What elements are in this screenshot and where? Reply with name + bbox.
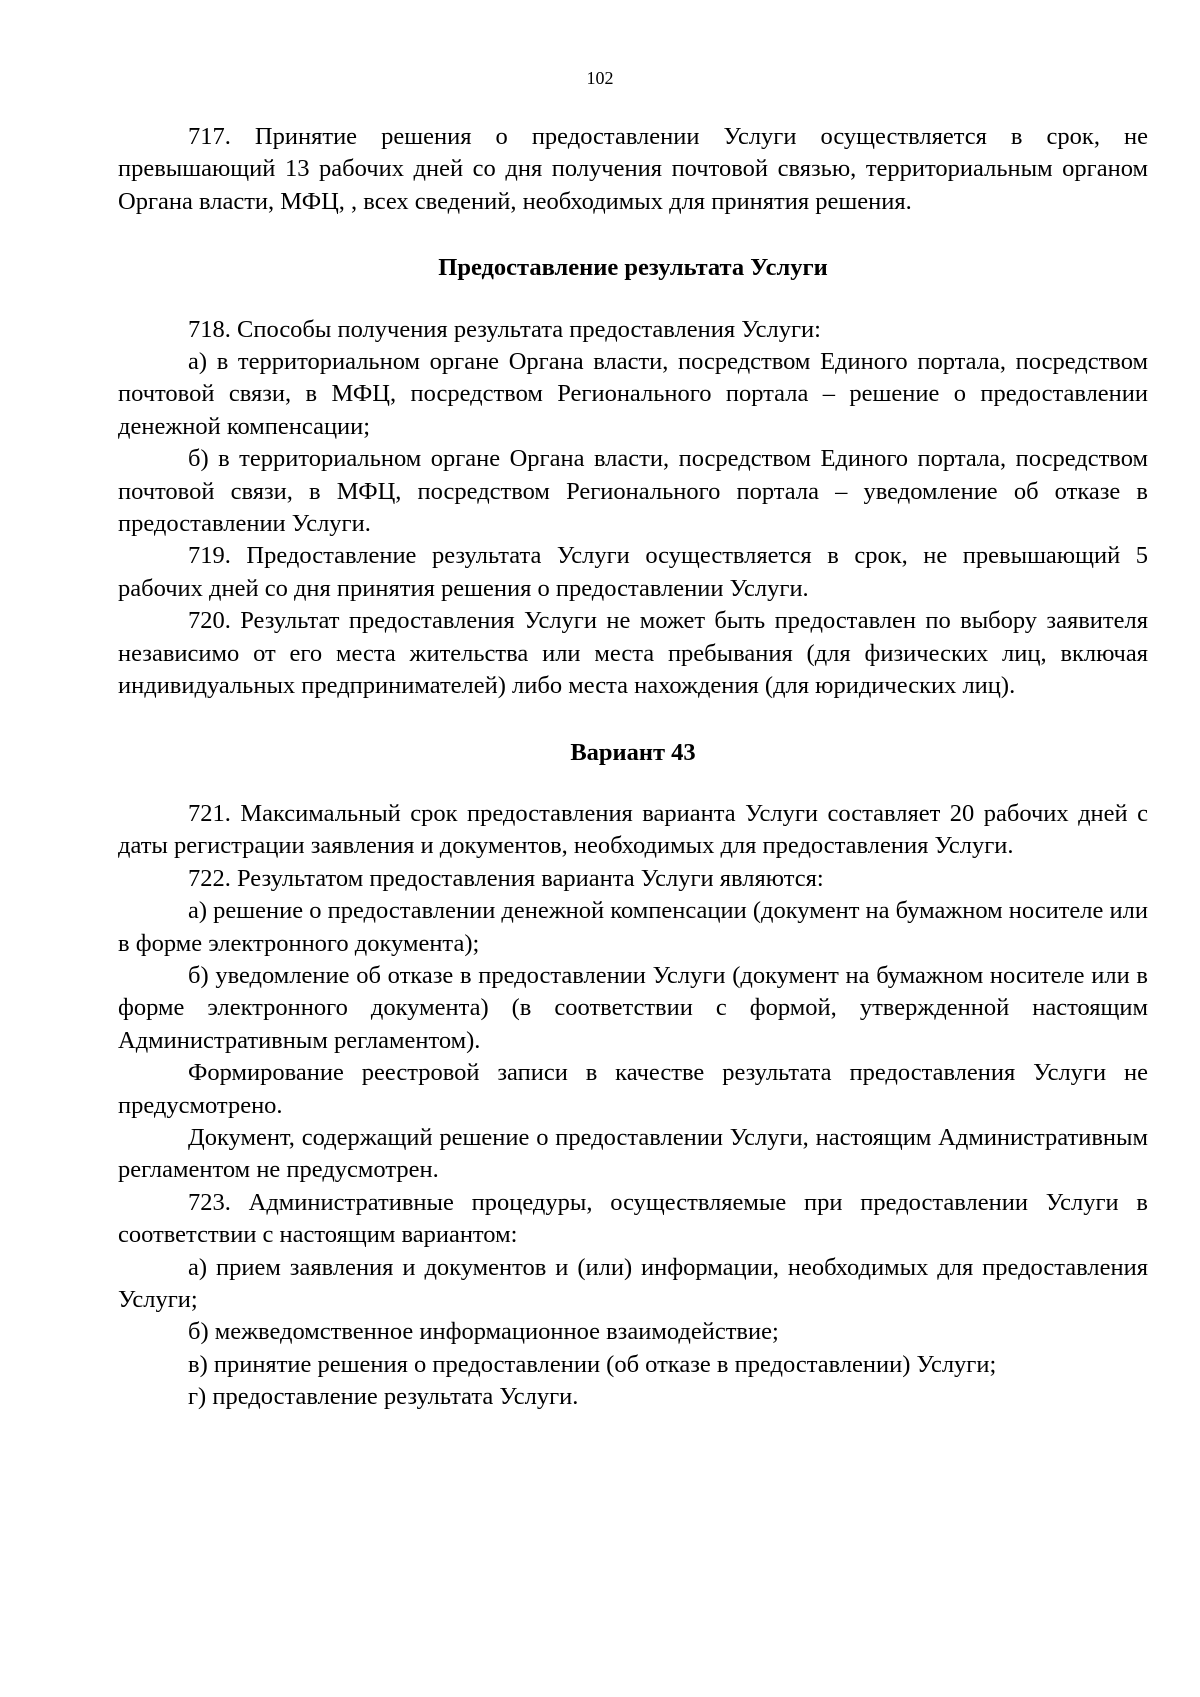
heading-variant: Вариант 43	[570, 738, 696, 766]
paragraph-723-b: б) межведомственное информационное взаимодействие;	[188, 1318, 779, 1346]
paragraph-registry-record: Формирование реестровой записи в качестве результата предоставления Услуги не предусмотрено.	[118, 1059, 1148, 1119]
paragraph-720: 720. Результат предоставления Услуги не может быть предоставлен по выбору заявителя независимо от его места жительства или места пребывания (для физических лиц, включая индивидуальных предпринимателей) либо места нахождения (для юридических лиц).	[118, 607, 1148, 700]
paragraph-723-d: г) предоставление результата Услуги.	[188, 1383, 579, 1411]
paragraph-719: 719. Предоставление результата Услуги осуществляется в срок, не превышающий 5 рабочих дней со дня принятия решения о предоставлении Услуги.	[118, 542, 1148, 602]
paragraph-723-c: в) принятие решения о предоставлении (об отказе в предоставлении) Услуги;	[188, 1350, 997, 1378]
paragraph-718: 718. Способы получения результата предоставления Услуги:	[188, 315, 821, 343]
paragraph-722: 722. Результатом предоставления варианта Услуги являются:	[188, 864, 824, 892]
document-body	[118, 121, 1148, 1414]
paragraph-717: 717. Принятие решения о предоставлении Услуги осуществляется в срок, не превышающий 13 рабочих дней со дня получения почтовой связью, территориальным органом Органа власти, МФЦ, , всех сведений, необходимых для принятия решения.	[118, 123, 1148, 215]
page-number: 102	[586, 68, 614, 88]
paragraph-721: 721. Максимальный срок предоставления варианта Услуги составляет 20 рабочих дней с даты регистрации заявления и документов, необходимых для предоставления Услуги.	[118, 799, 1148, 860]
paragraph-718-b: б) в территориальном органе Органа власти, посредством Единого портала, посредством почтовой связи, в МФЦ, посредством Регионального портала – уведомление об отказе в предоставлении Услуги.	[118, 445, 1148, 538]
paragraph-723-a: а) прием заявления и документов и (или) информации, необходимых для предоставления Услуги;	[118, 1253, 1148, 1313]
heading-result: Предоставление результата Услуги	[438, 254, 828, 282]
paragraph-718-a: а) в территориальном органе Органа власти, посредством Единого портала, посредством почтовой связи, в МФЦ, посредством Регионального портала – решение о предоставлении денежной компенсации;	[118, 348, 1148, 440]
paragraph-decision-document: Документ, содержащий решение о предоставлении Услуги, настоящим Административным регламентом не предусмотрен.	[118, 1123, 1148, 1184]
paragraph-723: 723. Административные процедуры, осуществляемые при предоставлении Услуги в соответствии с настоящим вариантом:	[118, 1188, 1148, 1249]
paragraph-722-b: б) уведомление об отказе в предоставлении Услуги (документ на бумажном носителе или в форме электронного документа) (в соответствии с формой, утвержденной настоящим Административным регламентом).	[118, 961, 1148, 1054]
paragraph-722-a: а) решение о предоставлении денежной компенсации (документ на бумажном носителе или в форме электронного документа);	[118, 897, 1148, 957]
